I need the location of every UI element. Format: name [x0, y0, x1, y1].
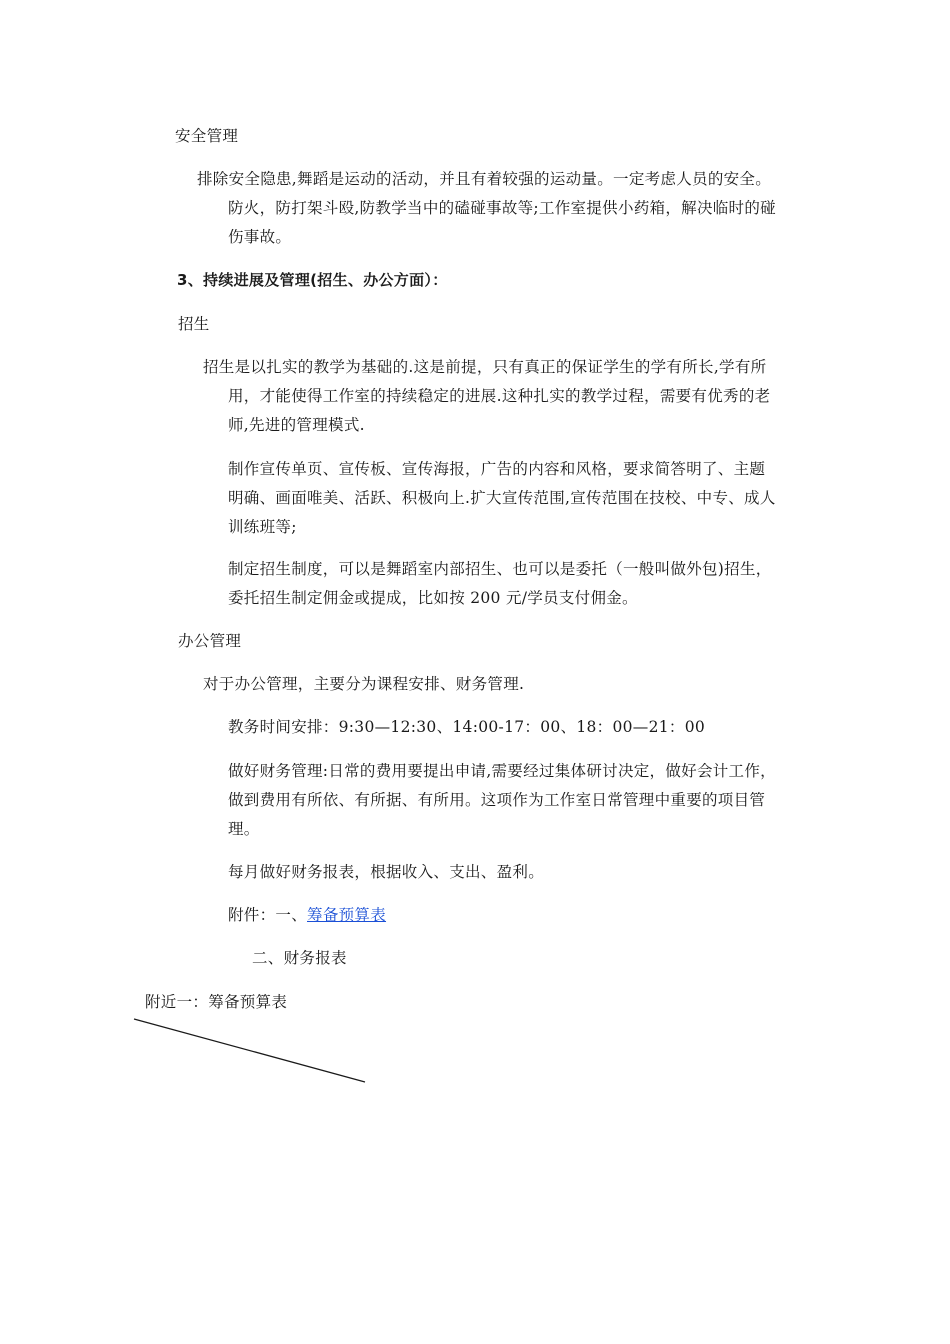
attachment-prefix: 附件：一、: [228, 906, 308, 924]
budget-table-link[interactable]: 筹备预算表: [307, 906, 387, 924]
attachment-second-line: 二、财务报表: [252, 949, 347, 967]
enrollment-policy-line: 制定招生制度，可以是舞蹈室内部招生、也可以是委托（一般叫做外包)招生，: [228, 560, 772, 578]
promotion-paragraph-line: 明确、画面唯美、活跃、积极向上.扩大宣传范围,宣传范围在技校、中专、成人: [228, 489, 776, 507]
monthly-report-line: 每月做好财务报表，根据收入、支出、盈利。: [228, 863, 545, 881]
office-heading: 办公管理: [178, 632, 242, 650]
promotion-paragraph-line: 训练班等;: [228, 518, 297, 536]
enrollment-paragraph-line: 招生是以扎实的教学为基础的.这是前提，只有真正的保证学生的学有所长,学有所: [203, 358, 767, 376]
enrollment-heading: 招生: [178, 315, 210, 333]
enrollment-policy-line: 委托招生制定佣金或提成，比如按 200 元/学员支付佣金。: [228, 589, 638, 607]
safety-paragraph-line: 排除安全隐患,舞蹈是运动的活动，并且有着较强的运动量。一定考虑人员的安全。: [197, 170, 772, 188]
section-3-title: 3、持续进展及管理(招生、办公方面）：: [177, 271, 448, 289]
finance-paragraph-line: 理。: [228, 820, 260, 838]
enrollment-paragraph-line: 用，才能使得工作室的持续稳定的进展.这种扎实的教学过程，需要有优秀的老: [228, 387, 771, 405]
safety-paragraph-line: 伤事故。: [228, 228, 292, 246]
safety-heading: 安全管理: [175, 127, 239, 145]
office-intro: 对于办公管理，主要分为课程安排、财务管理.: [203, 675, 525, 693]
finance-paragraph-line: 做好财务管理:日常的费用要提出申请,需要经过集体研讨决定，做好会计工作，: [228, 762, 776, 780]
enrollment-paragraph-line: 师,先进的管理模式.: [228, 416, 365, 434]
promotion-paragraph-line: 制作宣传单页、宣传板、宣传海报，广告的内容和风格，要求简答明了、主题: [228, 460, 766, 478]
safety-paragraph-line: 防火，防打架斗殴,防教学当中的磕碰事故等;工作室提供小药箱，解决临时的碰: [228, 199, 776, 217]
office-schedule: 教务时间安排：9:30—12:30、14:00-17：00、18：00—21：00: [228, 718, 706, 736]
appendix-title: 附近一：筹备预算表: [145, 993, 288, 1011]
finance-paragraph-line: 做到费用有所依、有所据、有所用。这项作为工作室日常管理中重要的项目管: [228, 791, 766, 809]
